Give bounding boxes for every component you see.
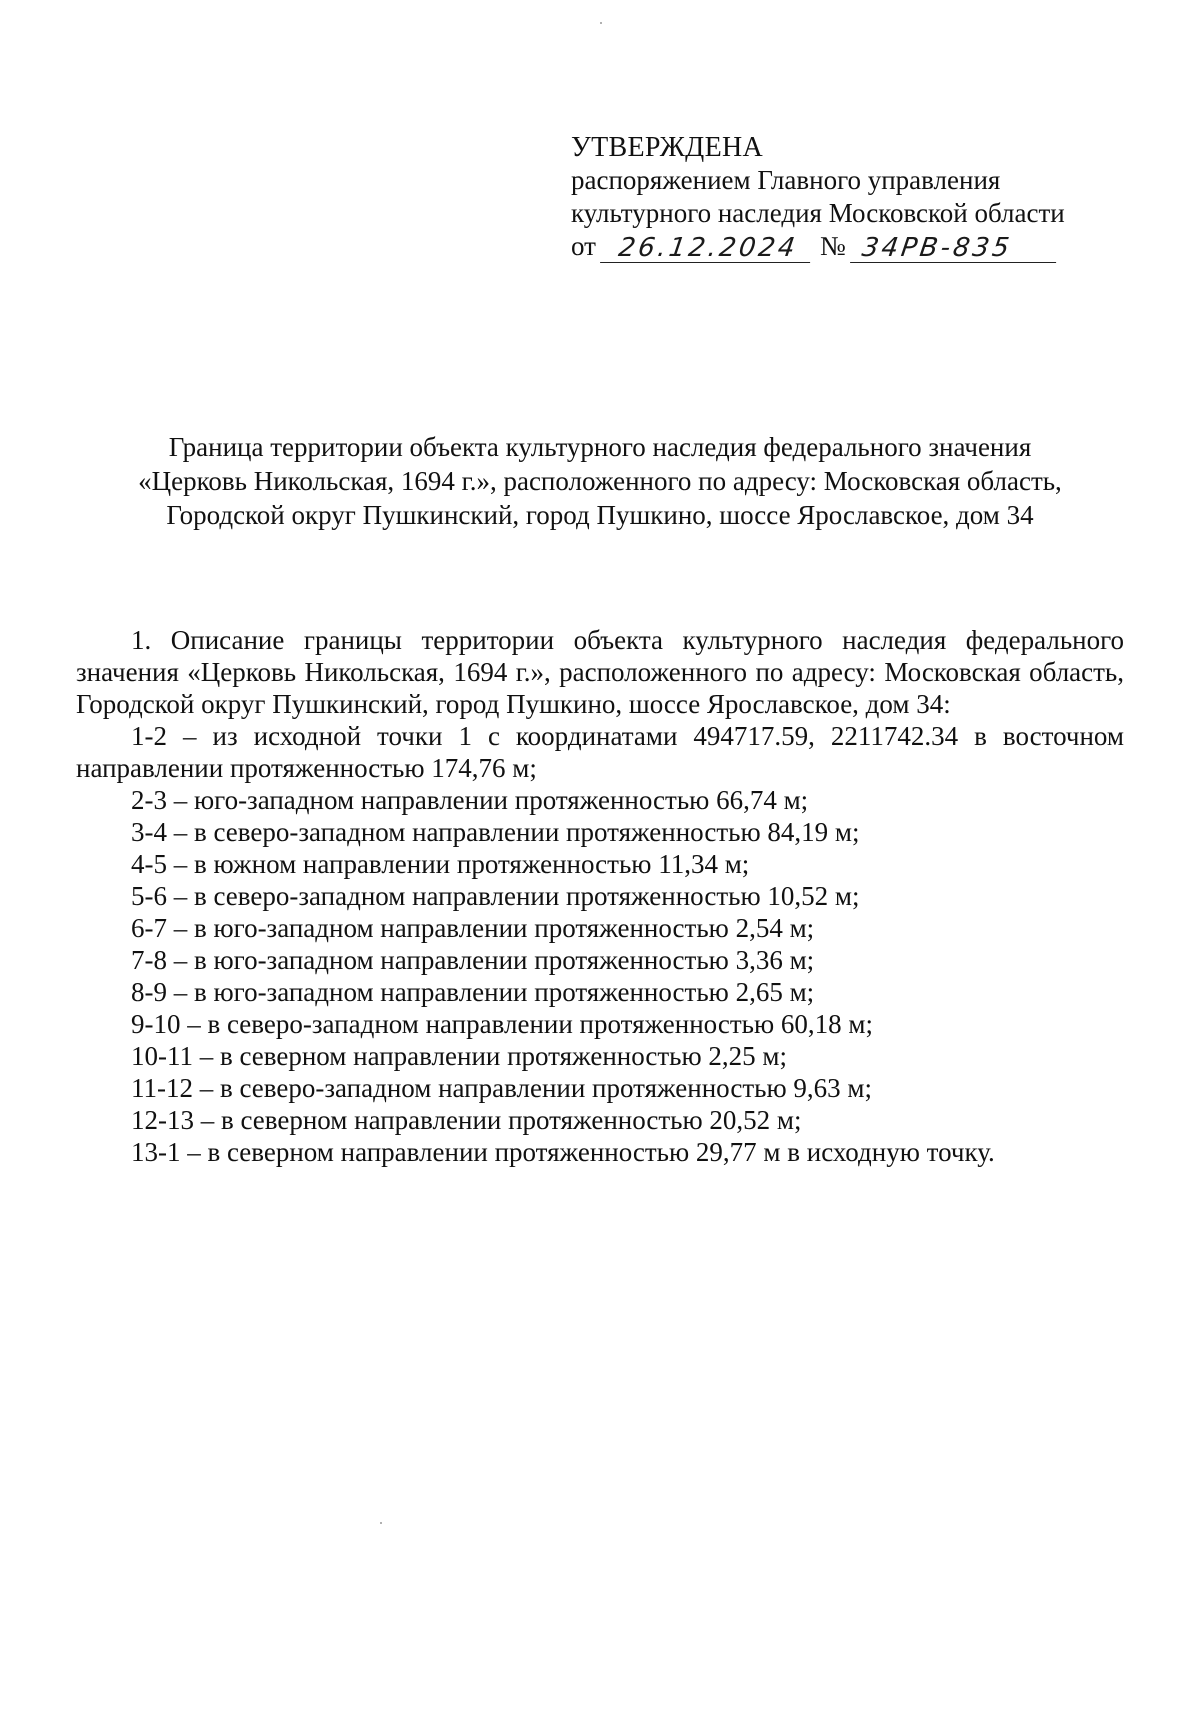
title-line: «Церковь Никольская, 1694 г.», расположенного по адресу: Московская область,: [138, 466, 1062, 496]
number-prefix: №: [819, 231, 846, 261]
segment-item: 2-3 – юго-западном направлении протяженностью 66,74 м;: [131, 785, 809, 815]
approval-line: культурного наследия Московской области: [571, 198, 1065, 228]
approval-line: распоряжением Главного управления: [571, 165, 1001, 195]
handwritten-number: 34РВ-835: [850, 235, 1060, 263]
scan-speck: [380, 1522, 382, 1524]
segment-item: 3-4 – в северо-западном направлении протяженностью 84,19 м;: [131, 817, 860, 847]
date-prefix: от: [571, 231, 596, 261]
intro-paragraph: 1. Описание границы территории объекта культурного наследия федерального значения «Церковь Никольская, 1694 г.», расположенного по адресу: Московская область, Городской округ Пушкинский, город Пушкино, шоссе Ярославское, дом 34:: [76, 625, 1124, 719]
title-line: Городской округ Пушкинский, город Пушкино, шоссе Ярославское, дом 34: [166, 500, 1034, 530]
segment-item: 13-1 – в северном направлении протяженностью 29,77 м в исходную точку.: [131, 1137, 995, 1167]
segment-item: 12-13 – в северном направлении протяженностью 20,52 м;: [131, 1105, 802, 1135]
segment-item: 7-8 – в юго-западном направлении протяженностью 3,36 м;: [131, 945, 815, 975]
title-line: Граница территории объекта культурного наследия федерального значения: [168, 432, 1032, 462]
segment-item: 8-9 – в юго-западном направлении протяженностью 2,65 м;: [131, 977, 815, 1007]
document-title: [60, 430, 1140, 532]
segment-item: 10-11 – в северном направлении протяженностью 2,25 м;: [131, 1041, 788, 1071]
segment-item: 6-7 – в юго-западном направлении протяженностью 2,54 м;: [131, 913, 815, 943]
approval-date-row: [571, 230, 1111, 263]
first-segment-paragraph: 1-2 – из исходной точки 1 с координатами 494717.59, 2211742.34 в восточном направлении протяженностью 174,76 м;: [76, 721, 1124, 783]
approval-stamp: [571, 131, 1111, 263]
segment-item: 9-10 – в северо-западном направлении протяженностью 60,18 м;: [131, 1009, 873, 1039]
segment-item: 11-12 – в северо-западном направлении протяженностью 9,63 м;: [131, 1073, 872, 1103]
segment-item: 4-5 – в южном направлении протяженностью 11,34 м;: [131, 849, 750, 879]
segment-item: 5-6 – в северо-западном направлении протяженностью 10,52 м;: [131, 881, 860, 911]
document-body: [76, 624, 1124, 1168]
approval-heading: УТВЕРЖДЕНА: [571, 132, 764, 163]
handwritten-date: 26.12.2024: [600, 235, 814, 263]
scan-speck: [600, 22, 602, 24]
